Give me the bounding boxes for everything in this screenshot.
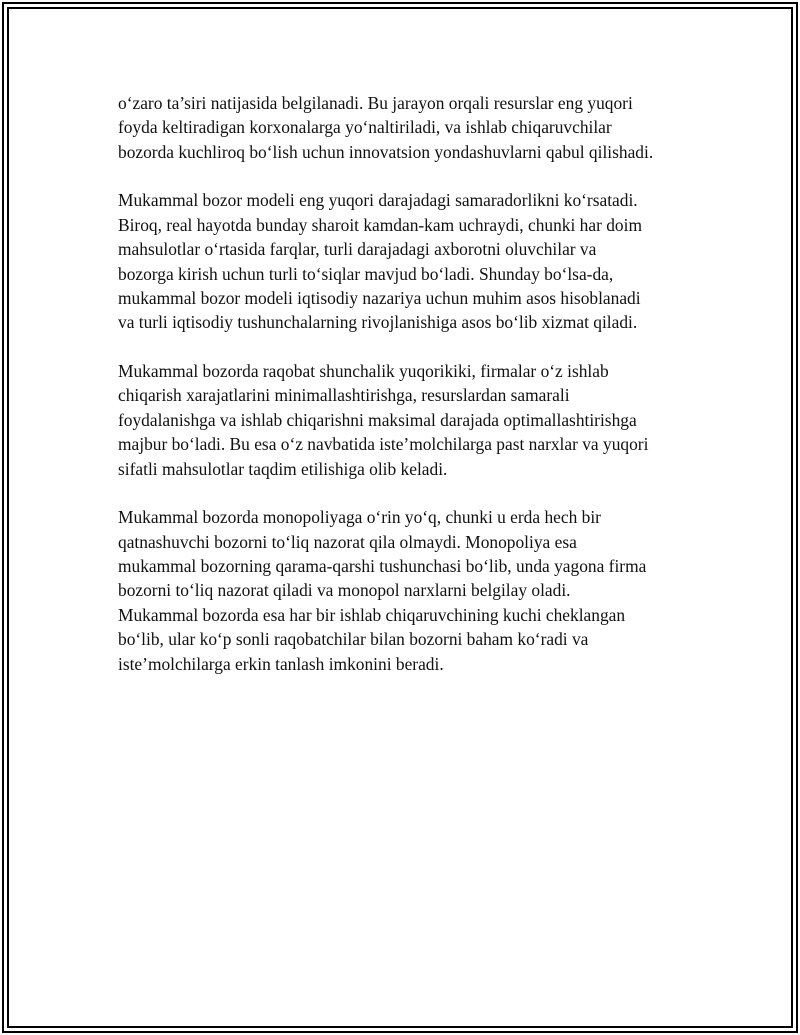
text-line: o‘zaro ta’siri natijasida belgilanadi. Bu jarayon orqali resurslar eng yuqori <box>118 93 633 113</box>
text-line: foydalanishga va ishlab chiqarishni maksimal darajada optimallashtirishga <box>118 409 637 430</box>
document-body <box>118 91 718 700</box>
paragraph-4 <box>118 505 718 676</box>
text-line: Mukammal bozorda esa har bir ishlab chiqaruvchining kuchi cheklangan <box>118 604 626 625</box>
text-line: bozorni to‘liq nazorat qiladi va monopol narxlarni belgilay oladi. <box>118 580 571 601</box>
text-line: iste’molchilarga erkin tanlash imkonini beradi. <box>118 653 444 674</box>
text-line: Mukammal bozor modeli eng yuqori darajadagi samaradorlikni ko‘rsatadi. <box>118 190 638 211</box>
paragraph-1 <box>118 91 718 164</box>
text-line: va turli iqtisodiy tushunchalarning rivojlanishiga asos bo‘lib xizmat qiladi. <box>118 312 638 333</box>
text-line: mukammal bozor modeli iqtisodiy nazariya uchun muhim asos hisoblanadi <box>118 288 641 309</box>
text-line: qatnashuvchi bozorni to‘liq nazorat qila olmaydi. Monopoliya esa <box>118 531 577 552</box>
text-line: Mukammal bozorda raqobat shunchalik yuqorikiki, firmalar o‘z ishlab <box>118 361 609 382</box>
text-line: mahsulotlar o‘rtasida farqlar, turli darajadagi axborotni oluvchilar va <box>118 239 597 260</box>
text-line: bozorda kuchliroq bo‘lish uchun innovatsion yondashuvlarni qabul qilishadi. <box>118 141 654 162</box>
text-line: sifatli mahsulotlar taqdim etilishiga olib keladi. <box>118 458 448 479</box>
paragraph-2 <box>118 188 718 334</box>
text-line: bo‘lib, ular ko‘p sonli raqobatchilar bilan bozorni baham ko‘radi va <box>118 629 589 650</box>
text-line: Mukammal bozorda monopoliyaga o‘rin yo‘q, chunki u erda hech bir <box>118 507 601 528</box>
text-line: chiqarish xarajatlarini minimallashtirishga, resurslardan samarali <box>118 385 570 406</box>
text-line: majbur bo‘ladi. Bu esa o‘z navbatida iste’molchilarga past narxlar va yuqori <box>118 434 649 455</box>
text-line: foyda keltiradigan korxonalarga yo‘naltiriladi, va ishlab chiqaruvchilar <box>118 117 612 138</box>
text-line: Biroq, real hayotda bunday sharoit kamdan-kam uchraydi, chunki har doim <box>118 214 642 235</box>
text-line: bozorga kirish uchun turli to‘siqlar mavjud bo‘ladi. Shunday bo‘lsa-da, <box>118 263 614 284</box>
paragraph-3 <box>118 359 718 481</box>
text-line: mukammal bozorning qarama-qarshi tushunchasi bo‘lib, unda yagona firma <box>118 556 647 577</box>
